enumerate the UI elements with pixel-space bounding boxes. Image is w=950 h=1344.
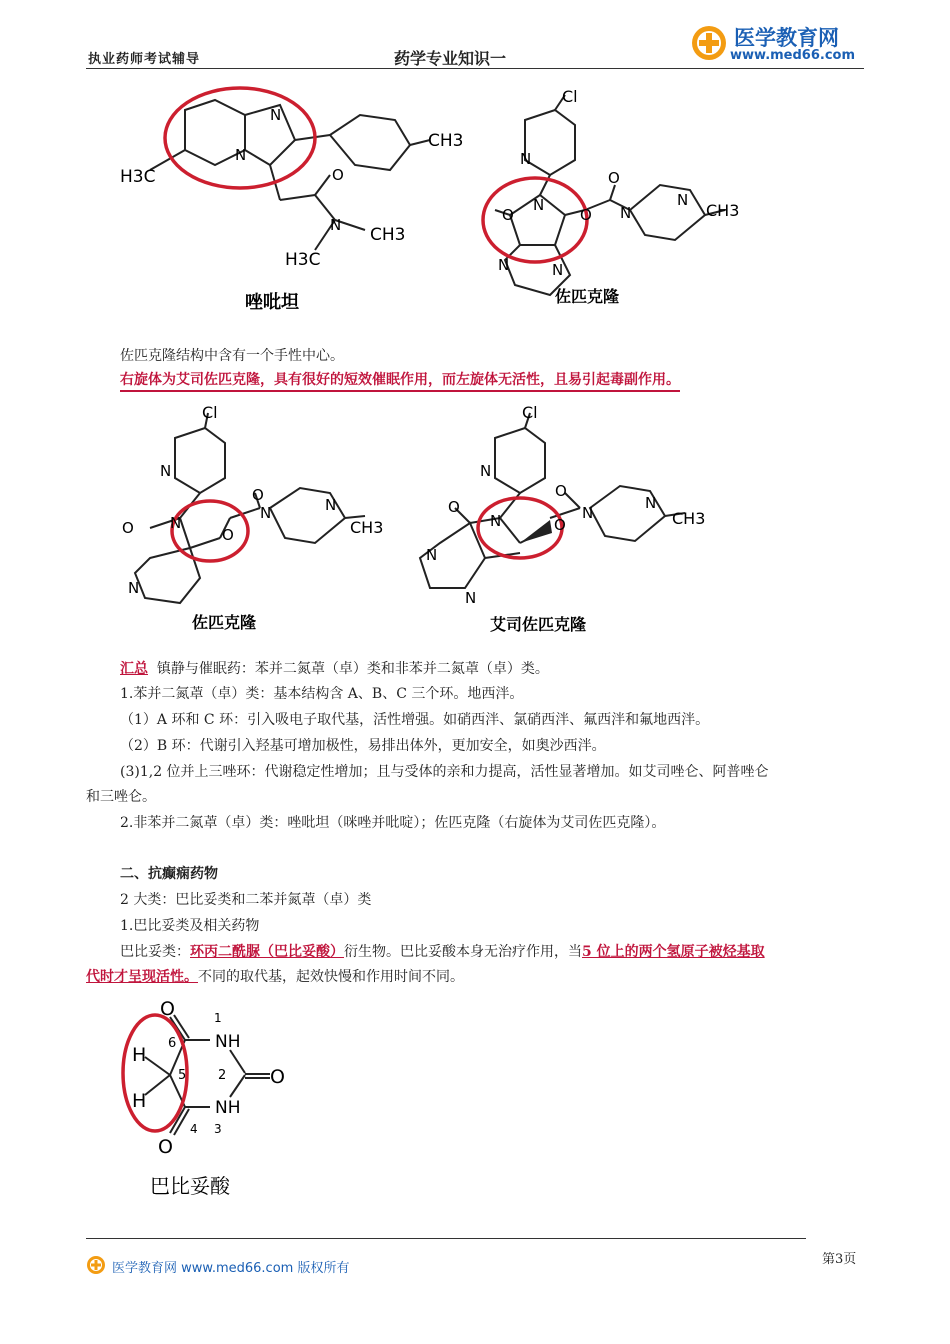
atom-label: O	[222, 526, 234, 544]
atom-label: CH3	[370, 225, 406, 245]
barbituric-label: 巴比妥酸	[150, 1174, 230, 1198]
atom-label: H3C	[120, 167, 156, 187]
logo-title: 医学教育网	[734, 26, 839, 50]
atom-label: N	[128, 579, 140, 597]
atom-label: O	[580, 206, 592, 224]
atom-label: CH3	[706, 201, 740, 220]
position-number: 6	[168, 1036, 177, 1051]
atom-label: N	[480, 462, 492, 480]
atom-label: N	[426, 546, 438, 564]
atom-label: H	[132, 1090, 147, 1112]
atom-label: O	[448, 498, 460, 516]
structure-figure-middle	[110, 398, 750, 643]
position-number: 2	[218, 1068, 227, 1083]
structure-figure-top	[110, 80, 760, 320]
atom-label: N	[533, 196, 545, 214]
atom-label: O	[555, 482, 567, 500]
summary-item-1c: (3)1,2 位并上三唑环：代谢稳定性增加；且与受体的亲和力提高，活性显著增加。如艾司唑仑、阿普唑仑	[120, 764, 769, 780]
atom-label: O	[160, 998, 175, 1020]
atom-label: N	[465, 589, 477, 607]
section-2-line-2: 1.巴比妥类及相关药物	[120, 918, 260, 934]
summary-tag: 汇总	[120, 661, 148, 677]
atom-label: Cl	[522, 403, 538, 422]
footer-logo-icon	[86, 1255, 106, 1275]
atom-label: N	[330, 216, 342, 234]
zopiclone-label-2: 佐匹克隆	[192, 613, 257, 632]
zolpidem-label: 唑吡坦	[245, 292, 299, 313]
header-left: 执业药师考试辅导	[88, 52, 201, 67]
atom-label: Cl	[562, 87, 578, 106]
position-number: 5	[178, 1068, 187, 1083]
section-title-antiepileptic: 二、抗癫痫药物	[120, 866, 218, 882]
atom-label: N	[160, 462, 172, 480]
atom-label: O	[122, 519, 134, 537]
atom-label: N	[520, 150, 532, 168]
summary-item-1a: （1）A 环和 C 环：引入吸电子取代基，活性增强。如硝西泮、氯硝西泮、氟西泮和氟地西泮。	[120, 712, 710, 728]
summary-item-1: 1.苯并二氮䓬（卓）类：基本结构含 A、B、C 三个环。地西泮。	[120, 686, 524, 702]
atom-label: N	[325, 496, 337, 514]
summary-item-2: 2.非苯并二氮䓬（卓）类：唑吡坦（咪唑并吡啶）；佐匹克隆（右旋体为艾司佐匹克隆）。	[120, 815, 666, 831]
atom-label: O	[270, 1066, 285, 1088]
footer-copyright: 医学教育网 www.med66.com 版权所有	[112, 1261, 350, 1276]
atom-label: O	[502, 206, 514, 224]
summary-line	[120, 659, 549, 679]
atom-label: CH3	[428, 131, 464, 151]
page-number: 第3页	[822, 1252, 857, 1267]
barb-highlight-2: 5 位上的两个氢原子被烃基取	[582, 944, 765, 960]
paragraph-chiral: 佐匹克隆结构中含有一个手性中心。	[120, 348, 344, 364]
summary-item-1c-cont: 和三唑仑。	[86, 789, 156, 805]
barb-text-c: 衍生物。巴比妥酸本身无治疗作用，当	[344, 944, 582, 960]
barb-text-f: 不同的取代基，起效快慢和作用时间不同。	[198, 969, 464, 985]
atom-label: H3C	[285, 250, 321, 270]
footer-divider	[86, 1238, 806, 1239]
atom-label: N	[260, 504, 272, 522]
atom-label: Cl	[202, 403, 218, 422]
atom-label: O	[252, 486, 264, 504]
logo-url: www.med66.com	[730, 48, 856, 63]
atom-label: N	[270, 106, 282, 124]
barbituric-acid-figure	[110, 995, 330, 1210]
atom-label: NH	[215, 1098, 241, 1118]
atom-label: N	[620, 204, 632, 222]
atom-label: NH	[215, 1032, 241, 1052]
barb-highlight-3: 代时才呈现活性。	[86, 969, 198, 985]
atom-label: O	[608, 169, 620, 187]
atom-label: CH3	[350, 518, 384, 537]
position-number: 3	[214, 1122, 222, 1136]
atom-label: N	[677, 191, 689, 209]
eszopiclone-label: 艾司佐匹克隆	[490, 615, 587, 634]
summary-item-1b: （2）B 环：代谢引入羟基可增加极性，易排出体外，更加安全，如奥沙西泮。	[120, 738, 606, 754]
paragraph-eszopiclone-highlight: 右旋体为艾司佐匹克隆，具有很好的短效催眠作用，而左旋体无活性，且易引起毒副作用。	[120, 370, 680, 392]
position-number: 4	[190, 1122, 198, 1136]
med-logo-icon	[690, 24, 728, 62]
atom-label: O	[332, 166, 344, 184]
barbiturate-paragraph-cont	[86, 967, 464, 987]
atom-label: CH3	[672, 509, 706, 528]
atom-label: N	[645, 494, 657, 512]
section-2-line-1: 2 大类：巴比妥类和二苯并氮䓬（卓）类	[120, 892, 372, 908]
atom-label: N	[552, 261, 564, 279]
barb-highlight-1: 环丙二酰脲（巴比妥酸）	[190, 944, 344, 960]
atom-label: N	[170, 514, 182, 532]
atom-label: N	[235, 146, 247, 164]
header-divider	[86, 68, 864, 69]
barbiturate-paragraph	[120, 942, 765, 962]
site-logo[interactable]	[690, 20, 870, 68]
atom-label: O	[554, 516, 566, 534]
atom-label: N	[490, 512, 502, 530]
atom-label: N	[498, 256, 510, 274]
barb-text-a: 巴比妥类：	[120, 944, 190, 960]
atom-label: O	[158, 1136, 173, 1158]
atom-label: N	[582, 504, 594, 522]
position-number: 1	[214, 1011, 222, 1025]
header-title: 药学专业知识一	[394, 49, 507, 68]
atom-label: H	[132, 1044, 147, 1066]
summary-text: 镇静与催眠药：苯并二氮䓬（卓）类和非苯并二氮䓬（卓）类。	[156, 661, 549, 677]
zopiclone-label: 佐匹克隆	[555, 287, 620, 306]
